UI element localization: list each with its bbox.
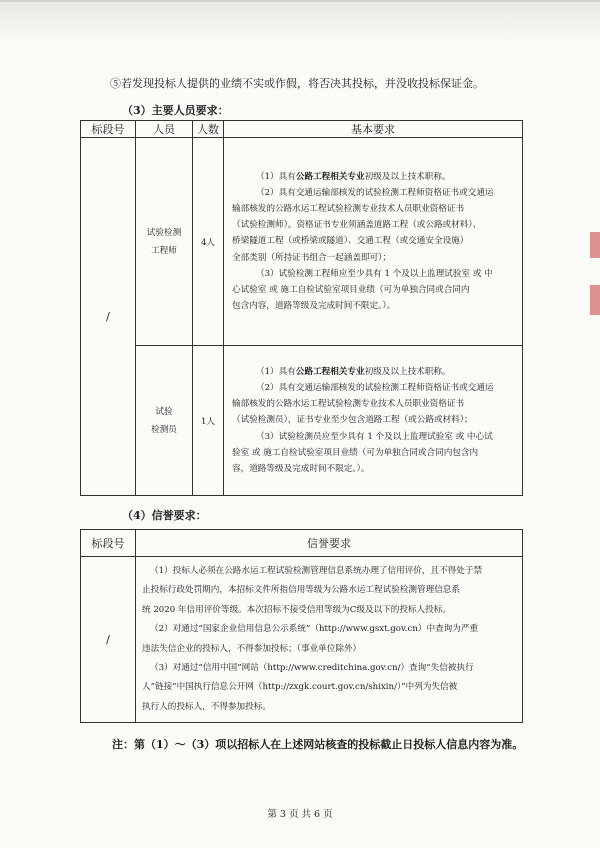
personnel-table	[80, 120, 523, 496]
requirement-cell	[224, 138, 523, 346]
section3-title: （3）主要人员要求：	[122, 104, 229, 117]
col-header: 人数	[193, 121, 224, 138]
col-header: 基本要求	[224, 121, 523, 138]
col-header: 标段号	[81, 121, 136, 138]
requirement-line: （2）对通过“国家企业信用信息公示系统”（http://www.gsxt.gov.cn）中查询为严重	[150, 624, 479, 635]
role-label: 试验	[155, 406, 173, 417]
role-label: 检测员	[151, 424, 177, 435]
col-header: 标段号	[81, 530, 136, 557]
col-header: 人员	[136, 121, 193, 138]
requirement-line: （3）试验检测员应至少具有 1 个及以上监理试验室 或 中心试	[256, 431, 493, 442]
seal-fragment	[590, 232, 600, 258]
requirement-line: 违法失信企业的投标人，不得参加投标；（事业单位除外）	[142, 643, 362, 654]
requirement-line: （3）试验检测工程师应至少具有 1 个及以上监理试验室 或 中	[256, 268, 493, 279]
section4-title: （4）信誉要求：	[122, 509, 207, 522]
requirement-line: 执行人的投标人，不得参加投标。	[142, 701, 271, 712]
requirement-line: 全部类别（所持证书组合一起涵盖即可）；	[232, 252, 391, 263]
note: 注：第（1）～（3）项以招标人在上述网站核查的投标截止日投标人信息内容为准。	[112, 738, 524, 751]
role-cell	[136, 138, 193, 346]
role-label: 试验检测	[146, 227, 182, 238]
requirement-line: 心试验室 或 施工自检试验室项目业绩（可为单独合同或合同内	[232, 285, 470, 295]
requirement-cell	[136, 557, 523, 723]
requirement-line: 止投标行政处罚期内，本招标文件所指信用等级为公路水运工程试验检测管理信息系	[142, 585, 460, 596]
requirement-line: 输部核发的公路水运工程试验检测专业技术人员职业资格证书	[232, 203, 465, 214]
section-no: /	[106, 310, 110, 323]
count-cell	[193, 346, 224, 496]
requirement-line: （3）对通过“信用中国”网站（http://www.creditchina.gov.cn/）查询“失信被执行	[150, 662, 474, 673]
requirement-line: （试验检测员），证书专业至少包含道路工程（或公路或材料）；	[232, 415, 473, 426]
count-cell	[193, 138, 224, 346]
role-cell	[136, 346, 193, 496]
requirement-line: 输部核发的公路水运工程试验检测专业技术人员职业资格证书	[232, 399, 465, 410]
requirement-line: 包含内容，道路等级及完成时间不限定。）。	[232, 301, 396, 312]
role-label: 工程师	[151, 245, 177, 256]
seal-fragment	[590, 285, 600, 315]
scan-header-band	[0, 0, 600, 40]
section-no-cell	[81, 138, 136, 496]
requirement-line: （2）具有交通运输部核发的试验检测工程师资格证书或交通运	[256, 382, 494, 393]
headcount: 1人	[200, 416, 216, 427]
requirement-line: （1）具有公路工程相关专业初级及以上技术职称。	[256, 171, 451, 182]
requirement-line: 桥梁隧道工程（或桥梁或隧道）、交通工程（或交通安全设施）	[232, 236, 469, 247]
requirement-line: （1）投标人必须在公路水运工程试验检测管理信息系统办理了信用评价，且不得处于禁	[150, 565, 483, 576]
requirement-line: 人”链接“中国执行信息公开网（http://zxgk.court.gov.cn/shixin/）”中列为失信被	[142, 682, 458, 693]
requirement-line: 容，道路等级及完成时间不限定。）。	[232, 464, 370, 474]
requirement-line: （试验检测师）。资格证书专业须涵盖道路工程（或公路或材料）、	[232, 220, 482, 231]
headcount: 4人	[200, 237, 216, 248]
scan-edge	[0, 0, 600, 2]
page-footer: 第 3 页 共 6 页	[267, 809, 333, 820]
credit-table	[80, 529, 523, 723]
section-no: /	[106, 633, 110, 646]
requirement-line: （1）具有公路工程相关专业初级及以上技术职称。	[256, 366, 451, 377]
requirement-line: 统 2020 年信用评价等级。本次招标不接受信用等级为C级及以下的投标人投标。	[142, 604, 451, 615]
requirement-line: 验室 或 施工自检试验室项目业绩（可为单独合同或合同内包含内	[232, 447, 479, 458]
intro-item: ⑤若发现投标人提供的业绩不实或作假，将否决其投标，并没收投标保证金。	[110, 77, 484, 90]
section-no-cell	[81, 557, 136, 723]
requirement-line: （2）具有交通运输部核发的试验检测工程师资格证书或交通运	[256, 187, 494, 198]
requirement-cell	[224, 346, 523, 496]
col-header: 信誉要求	[136, 530, 523, 557]
